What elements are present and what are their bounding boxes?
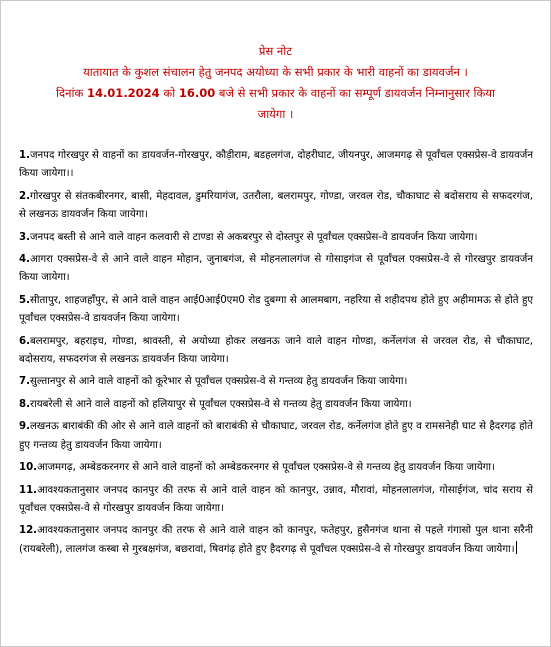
item-number: 10. <box>19 462 38 474</box>
diversion-item-12 <box>19 522 533 559</box>
press-note-title: प्रेस नोट <box>258 44 293 58</box>
item-number: 12. <box>19 525 38 537</box>
item-text: आजमगढ़, अम्बेडकरनगर से आने वाले वाहनों को अम्बेडकरनगर से पूर्वांचल एक्सप्रेस-वे से गन्तव्य हेतु डायवर्जन किया जायेगा। <box>37 462 495 474</box>
item-number: 6. <box>19 335 30 347</box>
header-line-2-suffix: बजे से सभी प्रकार के वाहनों का सम्पूर्ण डायवर्जन निम्नानुसार किया <box>215 86 495 100</box>
header-line-3: जायेगा । <box>257 107 294 121</box>
diversion-item-11 <box>19 482 533 519</box>
item-text: गोरखपुर से संतकबीरनगर, बासी, मेहदावल, डुमरियागंज, उतरौला, बलरामपुर, गोण्डा, जरवल रोड, चौकाघाट से बदोसराय से सफदरगंज, से लखनऊ डायवर्जन किया जायेगा। <box>19 190 533 221</box>
header-line-2 <box>15 83 536 104</box>
diversion-item-10 <box>19 459 533 477</box>
item-number: 9. <box>19 421 30 433</box>
diversion-item-7 <box>19 373 533 391</box>
item-text: सुल्तानपुर से आने वाले वाहनों को कूरेभार से पूर्वांचल एक्सप्रेस-वे से गन्तव्य हेतु डायवर्जन किया जायेगा। <box>29 376 408 388</box>
item-number: 5. <box>19 294 30 306</box>
item-text: रायबरेली से आने वाले वाहनों को हलियापुर से पूर्वांचल एक्सप्रेस-वे से गन्तव्य हेतु डायवर्जन किया जायेगा। <box>29 398 412 410</box>
header-line-2-mid: को <box>159 86 179 100</box>
text-cursor <box>516 541 517 554</box>
item-number: 2. <box>19 190 30 202</box>
diversion-item-1 <box>19 147 533 184</box>
item-number: 4. <box>19 254 30 266</box>
item-text: लखनऊ बाराबंकी की ओर से आने वाले वाहनों को बाराबंकी से चौकाघाट, जरवल रोड, कर्नेलगंज होते हुए व रामसनेही घाट से हैदरगढ़ होते हुए गन्तव्य हेतु डायवर्जन किया जायेगा। <box>19 421 533 451</box>
diversion-item-2 <box>19 188 533 225</box>
item-text: जनपद बस्ती से आने वाले वाहन कलवारी से टाण्डा से अकबरपुर से दोस्तपुर से पूर्वांचल एक्सप्रेस-वे डायवर्जन किया जायेगा। <box>29 231 478 243</box>
diversion-item-5 <box>19 292 533 329</box>
press-note-header <box>1 1 550 125</box>
header-date: 14.01.2024 <box>86 86 160 100</box>
diversion-item-4 <box>19 251 533 288</box>
diversion-item-9 <box>19 418 533 455</box>
item-text: आवश्यकतानुसार जनपद कानपुर की तरफ से आने वाले वाहन को कानपुर, उन्नाव, मौरावां, मोहनलालगंज, गोसाईगंज, चांद सराय से पूर्वांचल एक्सप्रेस-वे से गोरखपुर डायवर्जन किया जायेगा। <box>19 484 533 514</box>
diversion-item-8 <box>19 396 533 414</box>
header-line-1: यातायात के कुशल संचालन हेतु जनपद अयोध्या के सभी प्रकार के भारी वाहनों का डायवर्जन । <box>83 65 468 79</box>
header-time: 16.00 <box>178 86 216 100</box>
item-text: जनपद गोरखपुर से वाहनों का डायवर्जन-गोरखपुर, कौड़ीराम, बडहलगंज, दोहरीघाट, जीयनपुर, आजमगढ़ से पूर्वांचल एक्सप्रेस-वे डायवर्जन किया जायेगा।। <box>19 150 533 180</box>
item-number: 11. <box>19 484 38 496</box>
diversion-item-3 <box>19 229 533 247</box>
item-number: 3. <box>19 231 30 243</box>
item-number: 1. <box>19 150 30 161</box>
item-text: आवश्यकतानुसार जनपद कानपुर की तरफ से आने वाले वाहन को कानपुर, फतेहपुर, हुसैनगंज थाना से पहले गंगासो पुल थाना सरैनी (रायबरेली), लालगंज कस्बा से गुरबक्षगंज, बछरावां, षिवगंढ़ होते हुए हैदरगढ़ से पूर्वांचल एक्सप्रेस-वे से गोरखपुर डायवर्जन किया जायेगा। <box>19 525 533 555</box>
item-number: 7. <box>19 376 30 388</box>
item-text: सीतापुर, शाहजहाँपुर, से आने वाले वाहन आई0आई0एम0 रोड दुबग्गा से आलमबाग, नहरिया से शहीदपथ होते हुए अहीमामऊ से होते हुए पूर्वांचल एक्सप्रेस-वे डायवर्जन किया जायेगा। <box>19 294 533 325</box>
item-number: 8. <box>19 398 30 410</box>
diversion-list <box>19 147 533 563</box>
diversion-item-6 <box>19 333 533 370</box>
item-text: आगरा एक्सप्रेस-वे से आने वाले वाहन मोहान, जुनाबगंज, से मोहनलालगंज से गोसाइगंज से पूर्वांचल एक्सप्रेस-वे से गोरखपुर डायवर्जन किया जायेगा। <box>19 254 533 284</box>
header-line-2-prefix: दिनांक <box>56 86 87 100</box>
item-text: बलरामपुर, बहराइच, गोण्डा, श्रावस्ती, से अयोध्या होकर लखनऊ जाने वाले वाहन गोण्डा, कर्नेलगंज से जरवल रोड, से चौकाघाट, बदोसराय, सफदरगंज से लखनऊ डायवर्जन किया जायेगा। <box>19 335 533 366</box>
